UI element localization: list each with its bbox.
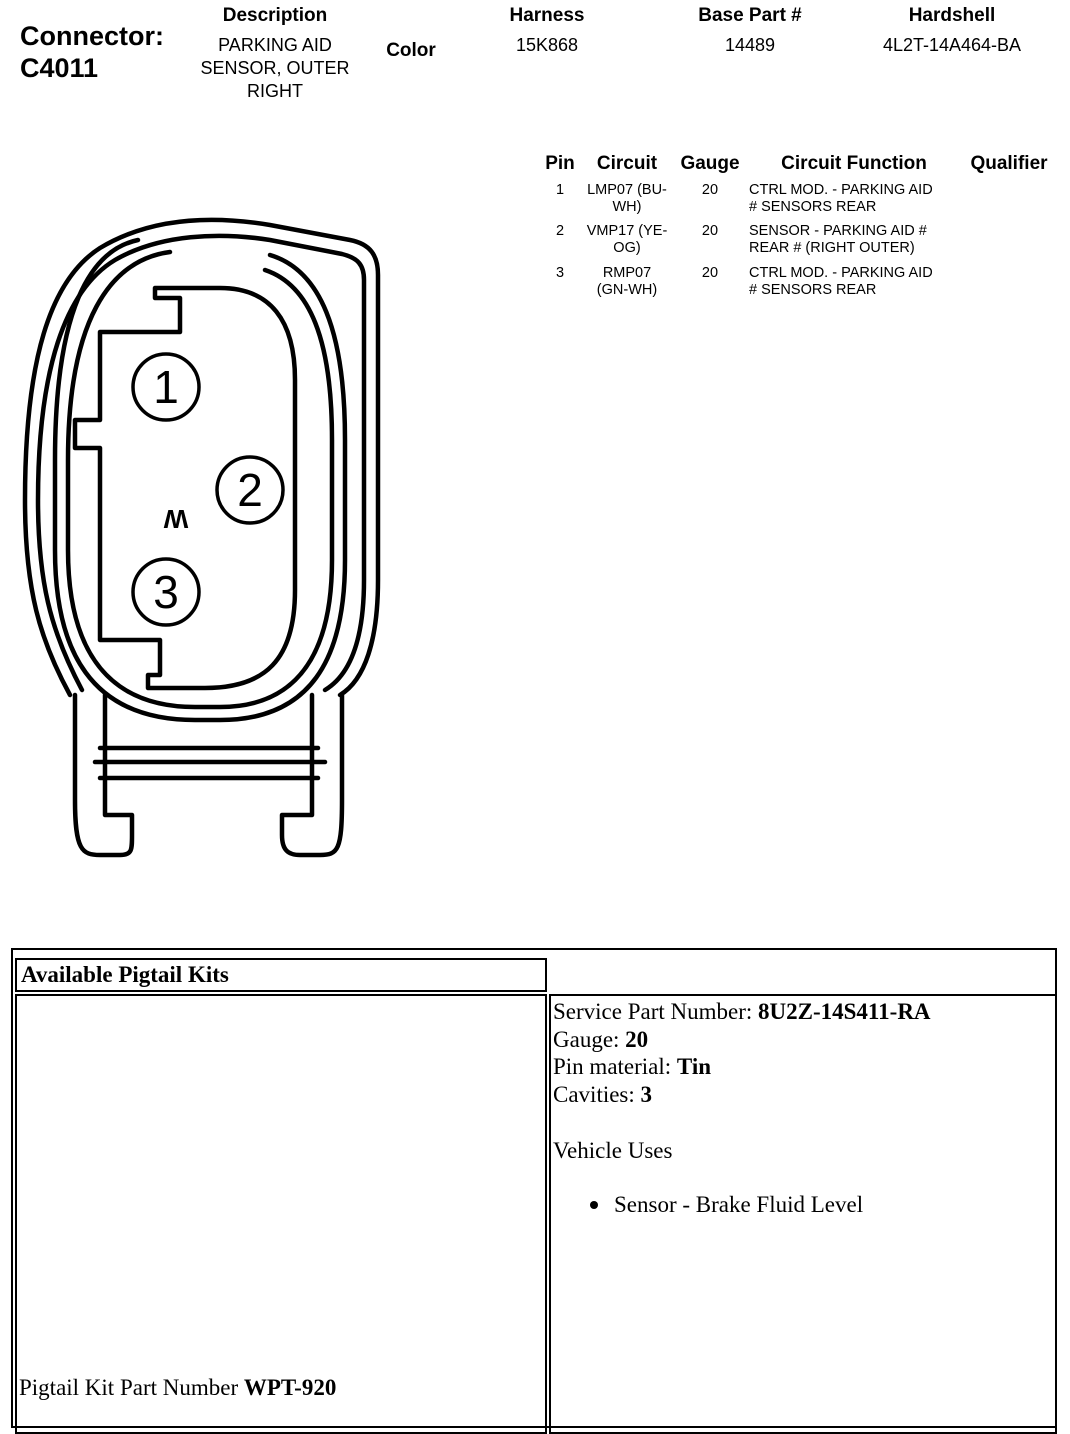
circuit-line: (GN-WH) [596,282,658,298]
vehicle-use-item [590,1192,863,1218]
service-part-value: 8U2Z-14S411-RA [758,999,931,1024]
base-part-heading: Base Part # [698,5,802,26]
pin-number: 3 [555,265,565,281]
circuit-function [749,223,969,257]
gauge-value: 20 [701,265,719,281]
connector-id: C4011 [20,53,99,83]
function-line: REAR # (RIGHT OUTER) [749,240,915,256]
circuit-line: OG) [613,240,641,256]
circuit-line: RMP07 [602,265,652,281]
kit-part-label: Pigtail Kit Part Number [19,1375,244,1400]
connector-heading [20,20,164,84]
circuit-function-column-header: Circuit Function [781,153,927,174]
vehicle-uses-label: Vehicle Uses [553,1138,673,1163]
hardshell-value: 4L2T-14A464-BA [882,35,1022,55]
pin-column-header: Pin [545,153,575,174]
color-heading: Color [386,40,436,61]
pin-material-label: Pin material: [553,1054,677,1079]
service-part-label: Service Part Number: [553,999,759,1024]
function-line: CTRL MOD. - PARKING AID [749,265,933,281]
pin-label-1: 1 [153,361,179,413]
function-line: # SENSORS REAR [749,199,877,215]
circuit-line: WH) [612,199,642,215]
harness-heading: Harness [509,5,585,26]
latch-left [75,695,132,855]
description-value [175,34,375,103]
connector-label: Connector: [20,21,164,51]
connector-face-diagram [20,210,390,860]
gauge-column-header: Gauge [680,153,740,174]
function-line: CTRL MOD. - PARKING AID [749,182,933,198]
circuit-function [749,182,969,216]
pigtail-image-cell [15,994,547,1434]
harness-value: 15K868 [515,35,579,55]
latch-right [282,695,342,855]
key-mark: W [163,504,189,534]
function-line: SENSOR - PARKING AID # [749,223,927,239]
circuit-line: LMP07 (BU- [587,182,667,198]
pigtail-title-cell [15,958,547,992]
housing-second-ring [38,236,364,690]
base-part-value: 14489 [724,35,776,55]
pin-label-2: 2 [237,464,263,516]
pin-material-row [553,1053,711,1081]
description-line: SENSOR, OUTER [200,58,350,78]
circuit-name [576,223,678,257]
gauge-value: 20 [701,182,719,198]
hardshell-heading: Hardshell [908,5,996,26]
pin-material-value: Tin [676,1054,712,1079]
gauge-row [553,1026,648,1054]
gauge-value: 20 [701,223,719,239]
pin-number: 1 [555,182,565,198]
description-line: RIGHT [247,81,303,101]
description-heading: Description [222,5,328,26]
cavities-label: Cavities: [553,1082,641,1107]
pin-label-3: 3 [153,566,179,618]
circuit-name [576,265,678,299]
function-line: # SENSORS REAR [749,282,877,298]
description-line: PARKING AID [218,35,332,55]
pigtail-title: Available Pigtail Kits [21,962,229,987]
kit-part-row [19,1374,336,1402]
service-part-row [553,998,931,1026]
circuit-function [749,265,969,299]
cavities-row [553,1081,652,1109]
kit-part-value: WPT-920 [243,1375,337,1400]
gauge-detail-value: 20 [625,1027,649,1052]
gauge-label: Gauge: [553,1027,626,1052]
pin-number: 2 [555,223,565,239]
bullet-icon [590,1201,598,1209]
vehicle-use-text: Sensor - Brake Fluid Level [614,1192,864,1217]
circuit-column-header: Circuit [596,153,658,174]
circuit-name [576,182,678,216]
circuit-line: VMP17 (YE- [586,223,668,239]
qualifier-column-header: Qualifier [970,153,1048,174]
cavities-value: 3 [640,1082,653,1107]
